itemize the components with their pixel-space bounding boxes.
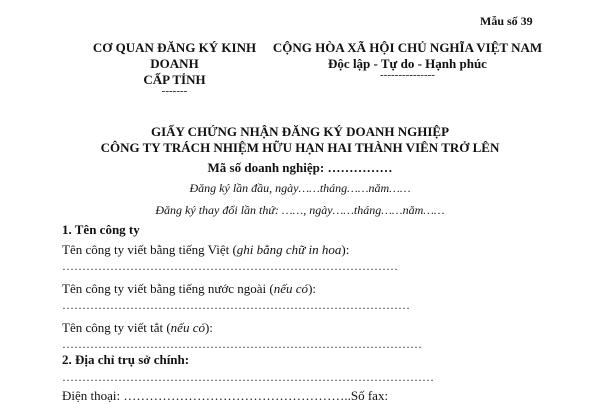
short-name-label — [62, 320, 213, 336]
agency-divider: ------- — [161, 85, 188, 97]
first-registration-date: Đăng ký lần đầu, ngày……tháng……năm…… — [189, 181, 411, 195]
motto-divider: --------------- — [380, 69, 435, 81]
change-registration-date: Đăng ký thay đổi lần thứ: ……, ngày……tháng……năm…… — [155, 203, 445, 217]
agency-line-1: CƠ QUAN ĐĂNG KÝ KINH — [92, 40, 257, 55]
foreign-name-label-end: ): — [308, 281, 317, 296]
foreign-name-field[interactable]: …………………………………………………………………………… — [62, 298, 410, 312]
vietnamese-name-hint: ghi bằng chữ in hoa — [236, 242, 342, 257]
section-2-heading: 2. Địa chỉ trụ sở chính: — [62, 352, 190, 367]
vietnamese-name-label-text: Tên công ty viết bằng tiếng Việt ( — [62, 242, 237, 257]
form-number: Mẫu số 39 — [480, 14, 533, 28]
country-name: CỘNG HÒA XÃ HỘI CHỦ NGHĨA VIỆT NAM — [272, 40, 543, 55]
vietnamese-name-field[interactable]: ………………………………………………………………………… — [62, 259, 398, 273]
address-field[interactable]: ………………………………………………………………………………… — [62, 370, 434, 384]
national-motto: Độc lập - Tự do - Hạnh phúc — [328, 56, 487, 71]
agency-line-3: CẤP TỈNH — [143, 72, 206, 87]
foreign-name-label — [62, 281, 316, 297]
short-name-field[interactable]: ……………………………………………………………………………… — [62, 337, 422, 351]
short-name-hint: nếu có — [170, 320, 205, 335]
section-1-heading: 1. Tên công ty — [62, 222, 140, 237]
agency-line-2: DOANH — [150, 56, 199, 71]
foreign-name-hint: nếu có — [273, 281, 309, 296]
enterprise-code: Mã số doanh nghiệp: …………… — [207, 160, 393, 175]
phone-fax-line[interactable]: Điện thoại: ……………………………………………..Số fax: — [62, 388, 389, 403]
short-name-label-end: ): — [204, 320, 213, 335]
vietnamese-name-label-end: ): — [341, 242, 350, 257]
vietnamese-name-label — [62, 242, 349, 258]
foreign-name-label-text: Tên công ty viết bằng tiếng nước ngoài ( — [62, 281, 274, 296]
company-type-title: CÔNG TY TRÁCH NHIỆM HỮU HẠN HAI THÀNH VIÊN TRỞ LÊN — [100, 140, 500, 155]
short-name-label-text: Tên công ty viết tắt ( — [62, 320, 171, 335]
certificate-title: GIẤY CHỨNG NHẬN ĐĂNG KÝ DOANH NGHIỆP — [150, 124, 450, 139]
